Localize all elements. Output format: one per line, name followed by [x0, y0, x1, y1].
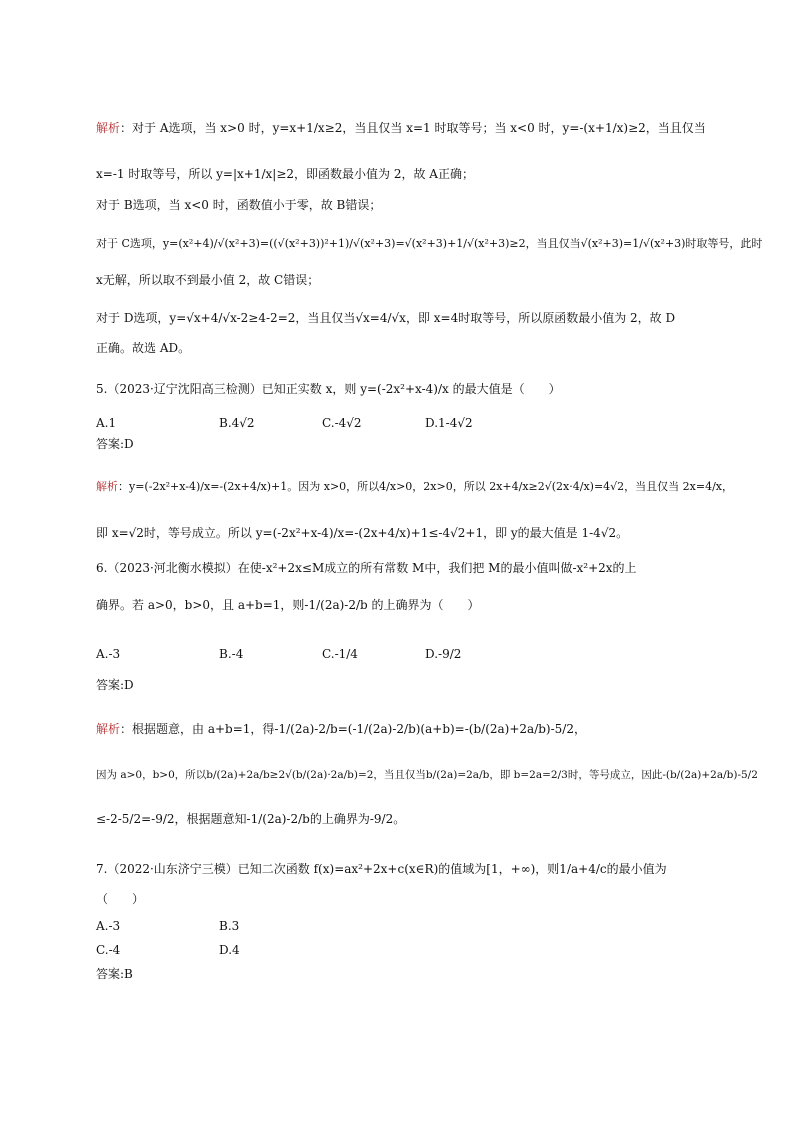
q4-jiexi-line-3: 对于 B选项，当 x<0 时，函数值小于零，故 B错误； [96, 198, 382, 212]
q5-option-a: A.1 [96, 416, 117, 430]
q7-stem-line-2: （ ） [96, 892, 145, 906]
q4-jiexi-line-6: 对于 D选项，y=√x+4/√x-2≥4-2=2，当且仅当√x=4/√x，即 x=4时取等号，所以原函数最小值为 2，故 D [96, 311, 676, 325]
q7-option-d: D.4 [219, 943, 240, 957]
q7-option-a: A.-3 [96, 919, 121, 933]
q5-option-b: B.4√2 [219, 416, 255, 430]
q6-stem-line-2: 确界。若 a>0，b>0，且 a+b=1，则-1/(2a)-2/b 的上确界为（ ） [96, 598, 480, 612]
q5-answer: 答案:D [96, 437, 134, 451]
q4-jiexi-line-7: 正确。故选 AD。 [96, 341, 191, 355]
q4-jiexi-line-2: x=-1 时取等号，所以 y=|x+1/x|≥2，即函数最小值为 2，故 A正确； [96, 167, 474, 181]
q7-option-b: B.3 [219, 919, 240, 933]
q6-jiexi-line-3: ≤-2-5/2=-9/2，根据题意知-1/(2a)-2/b的上确界为-9/2。 [96, 812, 406, 826]
q6-option-d: D.-9/2 [425, 647, 462, 661]
q4-jiexi-line-5: x无解，所以取不到最小值 2，故 C错误； [96, 273, 320, 287]
q4-jiexi-line-1: 解析：对于 A选项，当 x>0 时，y=x+1/x≥2，当且仅当 x=1 时取等号；当 x<0 时，y=-(x+1/x)≥2，当且仅当 [96, 121, 706, 135]
q4-jiexi-line-4: 对于 C选项，y=(x²+4)/√(x²+3)=((√(x²+3))²+1)/√(x²+3)=√(x²+3)+1/√(x²+3)≥2，当且仅当√(x²+3)=1/√(x²+3)时取等号，此时 [96, 237, 763, 250]
q5-option-c: C.-4√2 [322, 416, 362, 430]
jiexi-label: 解析 [96, 121, 121, 135]
q6-answer: 答案:D [96, 678, 134, 692]
q5-option-d: D.1-4√2 [425, 416, 473, 430]
q6-jiexi-line-1: 解析：根据题意，由 a+b=1，得-1/(2a)-2/b=(-1/(2a)-2/b)(a+b)=-(b/(2a)+2a/b)-5/2， [96, 722, 586, 736]
q7-answer: 答案:B [96, 967, 133, 981]
jiexi-label: 解析 [96, 480, 118, 493]
jiexi-label: 解析 [96, 722, 121, 736]
q6-option-c: C.-1/4 [322, 647, 358, 661]
q6-option-b: B.-4 [219, 647, 244, 661]
q6-stem-line-1: 6.（2023·河北衡水模拟）在使-x²+2x≤M成立的所有常数 M中，我们把 M的最小值叫做-x²+2x的上 [96, 561, 637, 575]
q5-stem: 5.（2023·辽宁沈阳高三检测）已知正实数 x，则 y=(-2x²+x-4)/x 的最大值是（ ） [96, 382, 561, 396]
q7-stem-line-1: 7.（2022·山东济宁三模）已知二次函数 f(x)=ax²+2x+c(x∈R)的值域为[1，+∞)，则1/a+4/c的最小值为 [96, 862, 667, 876]
q5-jiexi-line-2: 即 x=√2时，等号成立。所以 y=(-2x²+x-4)/x=-(2x+4/x)+1≤-4√2+1，即 y的最大值是 1-4√2。 [96, 526, 629, 540]
q7-option-c: C.-4 [96, 943, 121, 957]
q6-option-a: A.-3 [96, 647, 121, 661]
q6-jiexi-line-2: 因为 a>0，b>0，所以b/(2a)+2a/b≥2√(b/(2a)·2a/b)=2，当且仅当b/(2a)=2a/b，即 b=2a=2/3时，等号成立，因此-(b/(2a)+2a/b)-5/2 [96, 769, 758, 781]
q5-jiexi-line-1: 解析：y=(-2x²+x-4)/x=-(2x+4/x)+1。因为 x>0，所以4/x>0，2x>0，所以 2x+4/x≥2√(2x·4/x)=4√2，当且仅当 2x=4/x， [96, 480, 733, 493]
